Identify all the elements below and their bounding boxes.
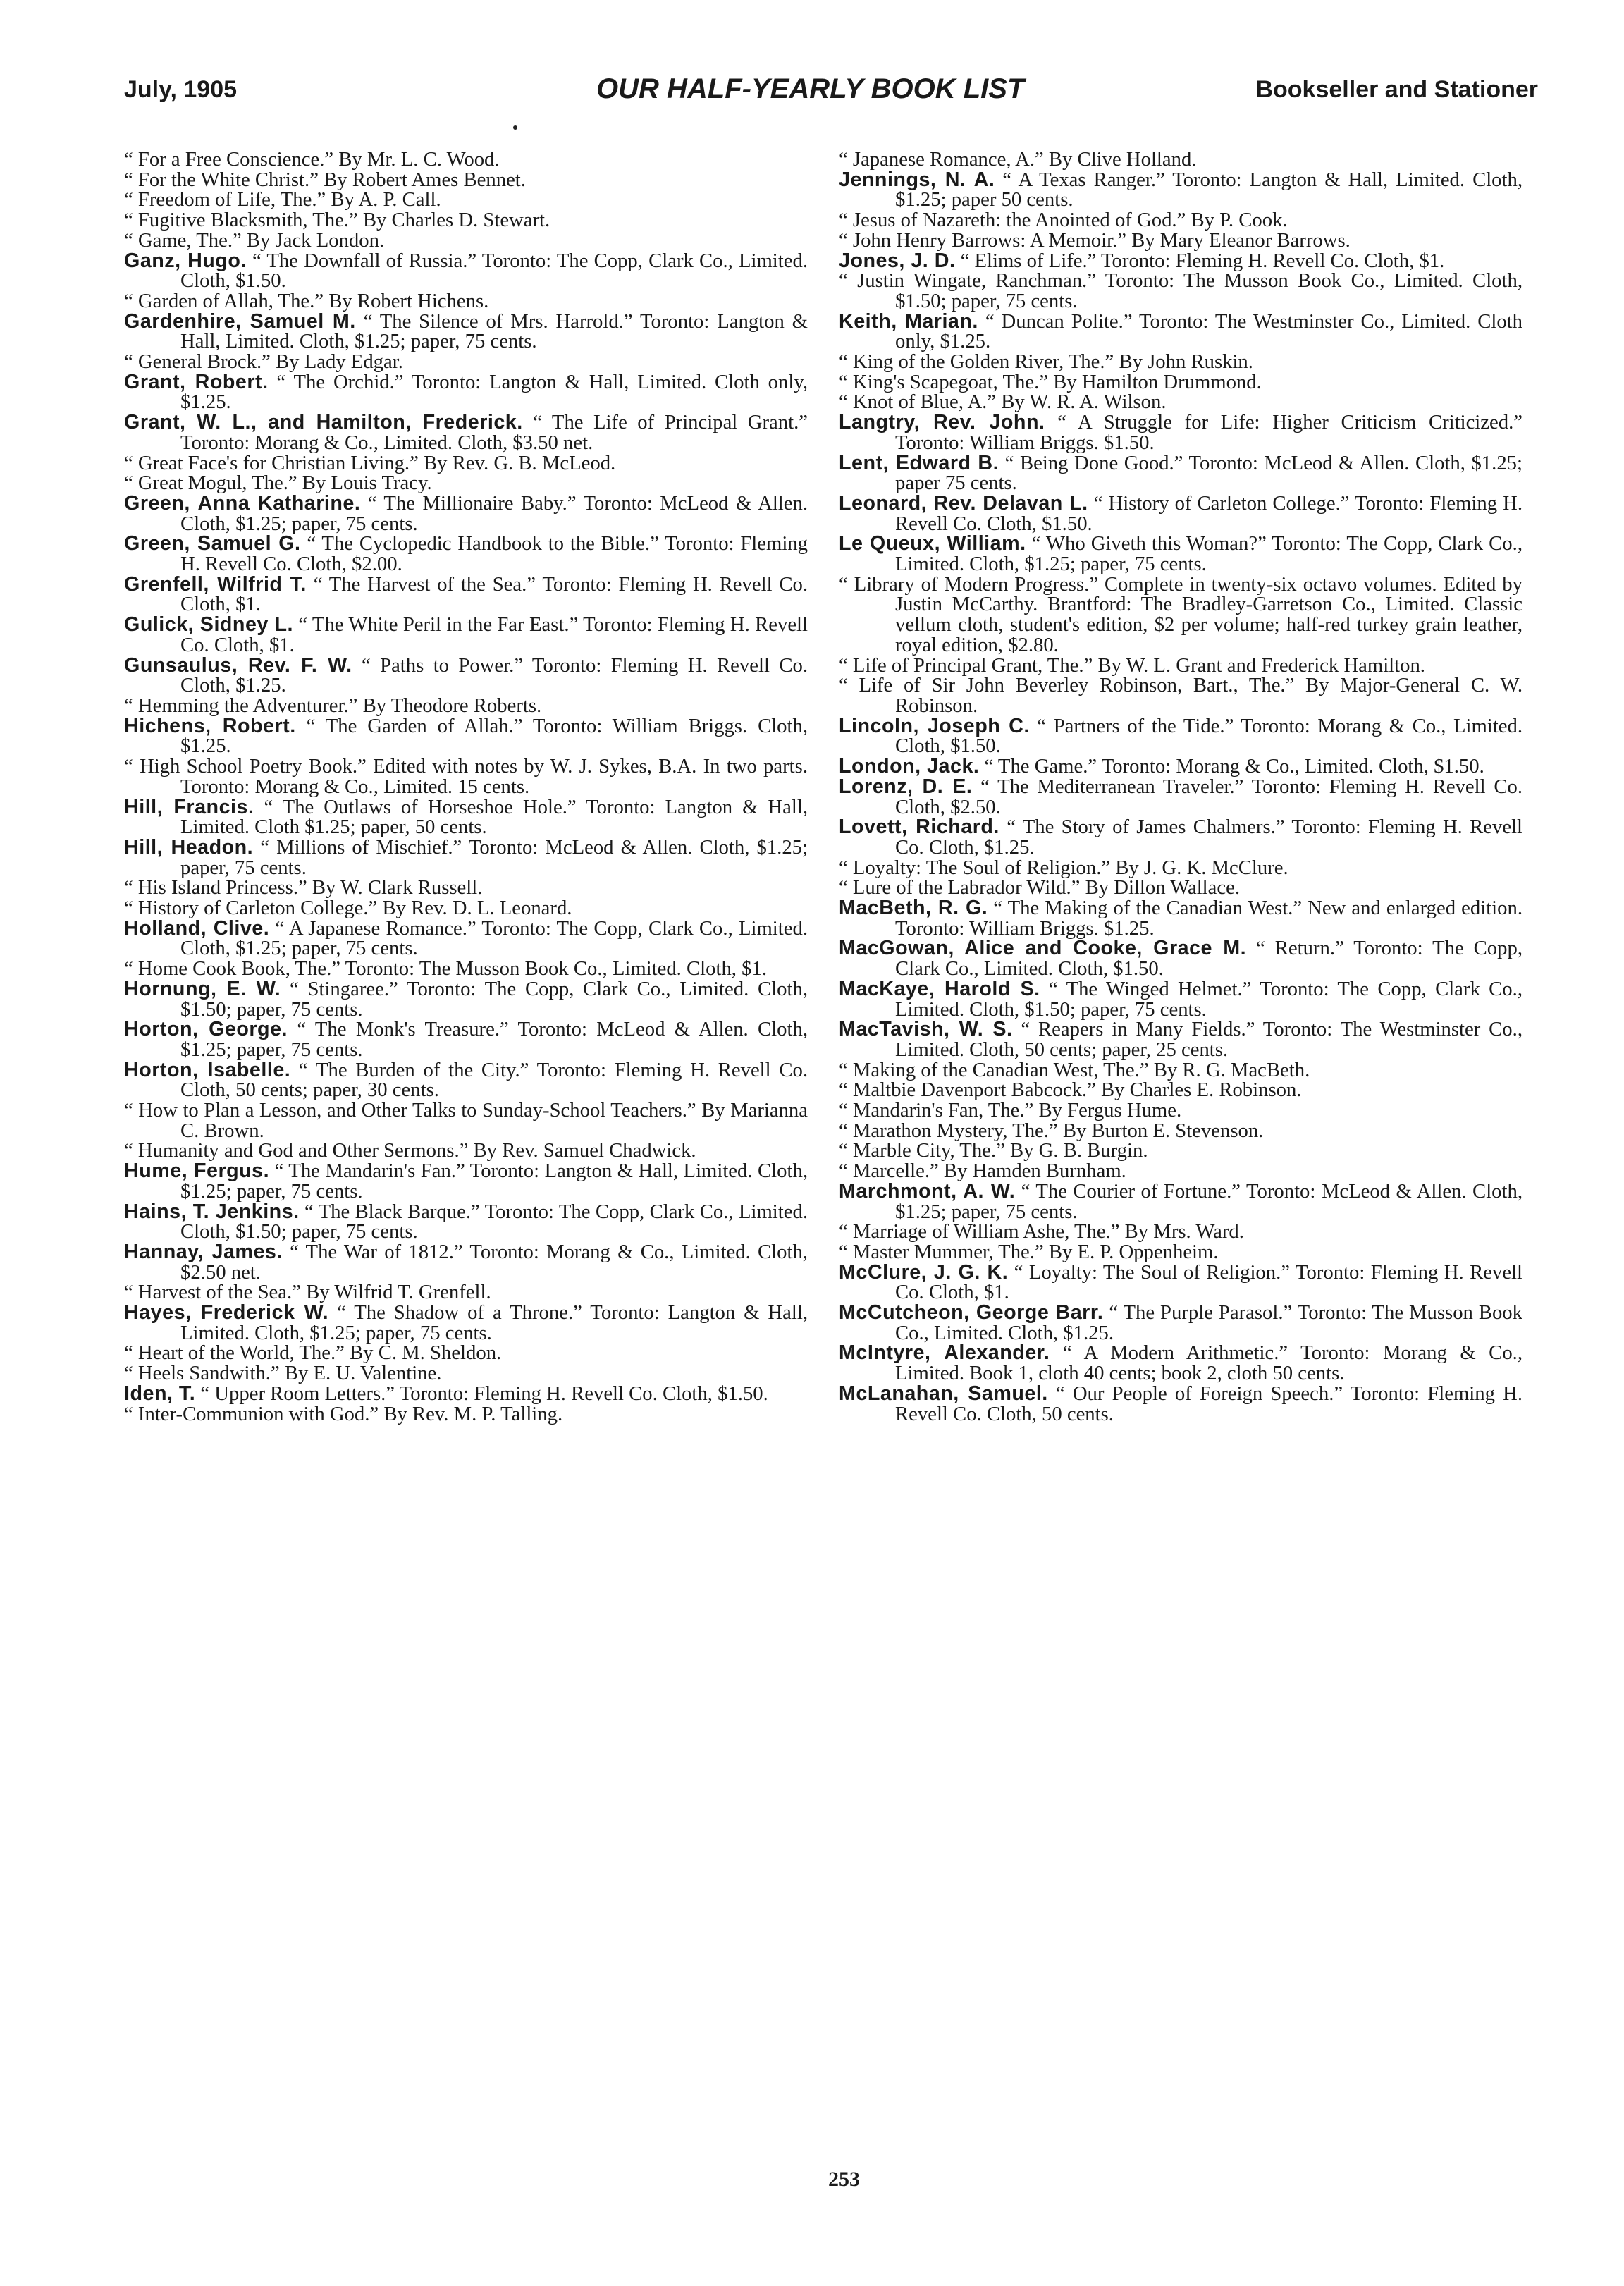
entry-text: “ Inter-Communion with God.” By Rev. M. P. Talling.: [124, 1402, 563, 1425]
author-name: Iden, T.: [124, 1382, 196, 1405]
book-entry: [839, 653, 1522, 677]
author-name: MacBeth, R. G.: [839, 897, 988, 920]
book-entry: [124, 615, 808, 655]
entry-text: “ Marble City, The.” By G. B. Burgin.: [839, 1139, 1148, 1162]
entry-text: “ Hemming the Adventurer.” By Theodore Roberts.: [124, 694, 542, 717]
book-entry: [124, 1019, 808, 1059]
book-entry: [839, 1222, 1522, 1242]
entry-text: “ Paths to Power.” Toronto: Fleming H. Revell Co. Cloth, $1.25.: [180, 653, 808, 697]
entry-text: “ The Mediterranean Traveler.” Toronto: Fleming H. Revell Co. Cloth, $2.50.: [895, 775, 1522, 818]
author-name: Horton, Isabelle.: [124, 1058, 291, 1081]
book-entry: [839, 756, 1522, 777]
entry-text: “ The Shadow of a Throne.” Toronto: Langton & Hall, Limited. Cloth, $1.25; paper, 75 cents.: [180, 1301, 808, 1344]
book-entry: [124, 696, 808, 716]
author-name: McCutcheon, George Barr.: [839, 1301, 1104, 1325]
book-entry: [124, 190, 808, 210]
entry-text: “ Knot of Blue, A.” By W. R. A. Wilson.: [839, 391, 1167, 414]
book-entry: [839, 392, 1522, 412]
book-entry: [124, 837, 808, 878]
author-name: Grenfell, Wilfrid T.: [124, 572, 307, 596]
author-name: Marchmont, A. W.: [839, 1179, 1016, 1203]
book-entry: [839, 1181, 1522, 1222]
entry-text: “ Great Face's for Christian Living.” By Rev. G. B. McLeod.: [124, 451, 616, 474]
entry-text: “ The Mandarin's Fan.” Toronto: Langton & Hall, Limited. Cloth, $1.25; paper, 75 cents.: [180, 1160, 808, 1203]
author-name: Ganz, Hugo.: [124, 249, 247, 272]
entry-text: “ The Life of Principal Grant.” Toronto: Morang & Co., Limited. Cloth, $3.50 net.: [180, 411, 808, 454]
book-entry: [124, 1060, 808, 1100]
book-entry: [124, 372, 808, 412]
author-name: Horton, George.: [124, 1018, 288, 1041]
entry-text: “ The Cyclopedic Handbook to the Bible.” Toronto: Fleming H. Revell Co. Cloth, $2.00.: [180, 532, 808, 576]
entry-text: “ History of Carleton College.” By Rev. D. L. Leonard.: [124, 897, 572, 920]
entry-text: “ The White Peril in the Far East.” Toronto: Fleming H. Revell Co. Cloth, $1.: [180, 613, 808, 656]
entry-text: “ Elims of Life.” Toronto: Fleming H. Revell Co. Cloth, $1.: [955, 249, 1445, 272]
entry-text: “ King of the Golden River, The.” By John Ruskin.: [839, 350, 1253, 374]
entry-text: “ The Winged Helmet.” Toronto: The Copp, Clark Co., Limited. Cloth, $1.50; paper, 75 cents.: [895, 977, 1522, 1021]
author-name: Holland, Clive.: [124, 916, 270, 940]
entry-text: “ Marathon Mystery, The.” By Burton E. Stevenson.: [839, 1119, 1264, 1142]
author-name: MacKaye, Harold S.: [839, 977, 1040, 1000]
author-name: Jennings, N. A.: [839, 168, 995, 191]
entry-text: “ Stingaree.” Toronto: The Copp, Clark Co., Limited. Cloth, $1.50; paper, 75 cents.: [180, 977, 808, 1021]
entry-text: “ For the White Christ.” By Robert Ames Bennet.: [124, 168, 526, 191]
book-entry: [839, 1343, 1522, 1383]
author-name: Hill, Headon.: [124, 835, 254, 859]
left-column: [124, 149, 808, 1424]
entry-text: “ Harvest of the Sea.” By Wilfrid T. Grenfell.: [124, 1281, 491, 1304]
author-name: Lent, Edward B.: [839, 451, 999, 474]
book-entry: [124, 170, 808, 190]
entry-text: “ Master Mummer, The.” By E. P. Oppenheim.: [839, 1240, 1219, 1263]
author-name: Keith, Marian.: [839, 309, 978, 333]
book-entry: [839, 1384, 1522, 1424]
author-name: Langtry, Rev. John.: [839, 411, 1045, 434]
book-entry: [124, 412, 808, 453]
author-name: Gunsaulus, Rev. F. W.: [124, 653, 352, 677]
book-entry: [124, 1343, 808, 1363]
entry-text: “ A Struggle for Life: Higher Criticism Criticized.” Toronto: William Briggs. $1.50.: [895, 411, 1522, 454]
entry-text: “ Game, The.” By Jack London.: [124, 228, 385, 252]
author-name: Lorenz, D. E.: [839, 775, 973, 798]
book-entry: [839, 453, 1522, 493]
entry-text: “ High School Poetry Book.” Edited with notes by W. J. Sykes, B.A. In two parts. Toronto: Morang & Co., Limited. 15 cents.: [124, 755, 808, 798]
page-number: 253: [828, 2168, 860, 2191]
entry-text: “ The Downfall of Russia.” Toronto: The Copp, Clark Co., Limited. Cloth, $1.50.: [180, 249, 808, 293]
book-entry: [839, 210, 1522, 231]
book-entry: [839, 1161, 1522, 1181]
book-entry: [124, 716, 808, 756]
book-entry: [839, 898, 1522, 938]
entry-text: “ Being Done Good.” Toronto: McLeod & Allen. Cloth, $1.25; paper 75 cents.: [895, 451, 1522, 495]
book-entry: [839, 1100, 1522, 1121]
entry-text: “ Life of Sir John Beverley Robinson, Bart., The.” By Major-General C. W. Robinson.: [839, 674, 1522, 717]
book-entry: [839, 979, 1522, 1019]
book-entry: [124, 149, 808, 170]
author-name: McIntyre, Alexander.: [839, 1341, 1050, 1365]
book-entry: [839, 372, 1522, 393]
entry-text: “ The Game.” Toronto: Morang & Co., Limited. Cloth, $1.50.: [979, 755, 1484, 778]
book-entry: [839, 149, 1522, 170]
entry-text: “ Heart of the World, The.” By C. M. Sheldon.: [124, 1341, 502, 1365]
author-name: Hume, Fergus.: [124, 1160, 270, 1183]
book-entry: [124, 979, 808, 1019]
author-name: Hayes, Frederick W.: [124, 1301, 329, 1325]
entry-text: “ Mandarin's Fan, The.” By Fergus Hume.: [839, 1099, 1182, 1122]
entry-text: “ Life of Principal Grant, The.” By W. L. Grant and Frederick Hamilton.: [839, 653, 1425, 677]
running-title: OUR HALF-YEARLY BOOK LIST: [596, 73, 1025, 104]
book-entry: [124, 1161, 808, 1201]
book-entry: [124, 574, 808, 615]
entry-text: “ Upper Room Letters.” Toronto: Fleming H. Revell Co. Cloth, $1.50.: [195, 1382, 768, 1405]
book-entry: [124, 797, 808, 837]
book-entry: [839, 228, 1522, 252]
book-entry: [839, 817, 1522, 857]
entry-text: “ Marcelle.” By Hamden Burnham.: [839, 1160, 1126, 1183]
book-entry: [839, 309, 1522, 353]
entry-text: “ John Henry Barrows: A Memoir.” By Mary Eleanor Barrows.: [839, 228, 1351, 252]
section-title: Bookseller and Stationer: [1255, 76, 1538, 103]
book-entry: [839, 352, 1522, 372]
page-header: [124, 73, 1538, 116]
entry-text: “ The Harvest of the Sea.” Toronto: Fleming H. Revell Co. Cloth, $1.: [180, 572, 808, 616]
book-entry: [124, 352, 808, 372]
book-entry: [124, 453, 808, 474]
book-entry: [839, 251, 1522, 271]
author-name: McLanahan, Samuel.: [839, 1382, 1048, 1405]
print-speck: [513, 125, 517, 130]
book-entry: [839, 1303, 1522, 1343]
author-name: Gulick, Sidney L.: [124, 613, 294, 637]
author-name: Grant, Robert.: [124, 370, 269, 393]
book-entry: [124, 756, 808, 797]
book-entry: [124, 309, 808, 353]
book-entry: [839, 858, 1522, 878]
author-name: Hains, T. Jenkins.: [124, 1200, 300, 1223]
author-name: Le Queux, William.: [839, 532, 1026, 555]
author-name: Green, Anna Katharine.: [124, 491, 361, 515]
entry-text: “ Making of the Canadian West, The.” By R. G. MacBeth.: [839, 1058, 1310, 1081]
entry-text: “ A Modern Arithmetic.” Toronto: Morang & Co., Limited. Book 1, cloth 40 cents; book 2, cloth 50 cents.: [895, 1341, 1523, 1385]
entry-text: “ Justin Wingate, Ranchman.” Toronto: The Musson Book Co., Limited. Cloth, $1.50; paper, 75 cents.: [839, 269, 1522, 312]
entry-text: “ Our People of Foreign Speech.” Toronto: Fleming H. Revell Co. Cloth, 50 cents.: [895, 1382, 1522, 1425]
entry-text: “ The Story of James Chalmers.” Toronto: Fleming H. Revell Co. Cloth, $1.25.: [895, 816, 1523, 859]
author-name: Gardenhire, Samuel M.: [124, 309, 356, 333]
entry-text: “ His Island Princess.” By W. Clark Russell.: [124, 876, 483, 899]
entry-text: “ Reapers in Many Fields.” Toronto: The Westminster Co., Limited. Cloth, 50 cents; paper, 25 cents.: [895, 1018, 1522, 1061]
book-entry: [124, 1242, 808, 1282]
book-entry: [839, 534, 1522, 574]
book-entry: [839, 412, 1522, 453]
book-entry: [124, 1100, 808, 1141]
entry-text: “ The Courier of Fortune.” Toronto: McLeod & Allen. Cloth, $1.25; paper, 75 cents.: [895, 1179, 1522, 1223]
entry-text: “ King's Scapegoat, The.” By Hamilton Drummond.: [839, 370, 1262, 393]
book-entry: [124, 1141, 808, 1161]
entry-text: “ The Silence of Mrs. Harrold.” Toronto: Langton & Hall, Limited. Cloth, $1.25; paper, 75 cents.: [180, 309, 808, 353]
entry-text: “ Jesus of Nazareth: the Anointed of God.” By P. Cook.: [839, 209, 1288, 232]
book-entry: [124, 493, 808, 534]
author-name: Hichens, Robert.: [124, 714, 296, 737]
entry-text: “ Freedom of Life, The.” By A. P. Call.: [124, 188, 441, 211]
book-entry: [124, 653, 808, 697]
entry-text: “ Home Cook Book, The.” Toronto: The Musson Book Co., Limited. Cloth, $1.: [124, 957, 767, 981]
book-entry: [839, 1141, 1522, 1161]
entry-text: “ History of Carleton College.” Toronto: Fleming H. Revell Co. Cloth, $1.50.: [895, 491, 1522, 535]
entry-text: “ Library of Modern Progress.” Complete in twenty-six octavo volumes. Edited by Justin McCarthy. Brantford: The Bradley-Garretson Co., Limited. Classic vellum cloth, student's edition, $2 per volume; half-red turkey grain leather, royal edition, $2.80.: [839, 572, 1522, 656]
entry-text: “ A Japanese Romance.” Toronto: The Copp, Clark Co., Limited. Cloth, $1.25; paper, 75 cents.: [180, 916, 808, 960]
author-name: Grant, W. L., and Hamilton, Frederick.: [124, 411, 523, 434]
entry-text: “ Partners of the Tide.” Toronto: Morang & Co., Limited. Cloth, $1.50.: [895, 714, 1522, 758]
book-entry: [839, 675, 1522, 715]
book-entry: [839, 574, 1522, 656]
entry-text: “ The Garden of Allah.” Toronto: William Briggs. Cloth, $1.25.: [180, 714, 808, 758]
book-entry: [839, 878, 1522, 898]
entry-text: “ Humanity and God and Other Sermons.” By Rev. Samuel Chadwick.: [124, 1139, 696, 1162]
book-entry: [839, 777, 1522, 817]
book-entry: [839, 1080, 1522, 1100]
entry-text: “ Heels Sandwith.” By E. U. Valentine.: [124, 1362, 442, 1385]
book-entry: [839, 716, 1522, 756]
author-name: Leonard, Rev. Delavan L.: [839, 491, 1088, 515]
book-entry: [839, 170, 1522, 210]
author-name: Jones, J. D.: [839, 249, 956, 272]
entry-text: “ Great Mogul, The.” By Louis Tracy.: [124, 472, 432, 495]
book-entry: [124, 1202, 808, 1242]
book-entry: [839, 1019, 1522, 1059]
book-entry: [839, 1121, 1522, 1141]
book-entry: [124, 534, 808, 574]
issue-date: July, 1905: [124, 76, 238, 103]
entry-text: “ Who Giveth this Woman?” Toronto: The Copp, Clark Co., Limited. Cloth, $1.25; paper, 75 cents.: [895, 532, 1522, 576]
author-name: MacGowan, Alice and Cooke, Grace M.: [839, 937, 1247, 960]
entry-text: “ For a Free Conscience.” By Mr. L. C. Wood.: [124, 148, 500, 171]
entry-text: “ The Burden of the City.” Toronto: Fleming H. Revell Co. Cloth, 50 cents; paper, 30 cents.: [180, 1058, 808, 1102]
author-name: Hill, Francis.: [124, 795, 254, 818]
right-column: [839, 149, 1522, 1424]
book-entry: [839, 937, 1522, 981]
entry-text: “ How to Plan a Lesson, and Other Talks to Sunday-School Teachers.” By Marianna C. Brown.: [124, 1099, 808, 1142]
book-entry: [839, 271, 1522, 311]
author-name: Hannay, James.: [124, 1240, 283, 1263]
entry-text: “ The Purple Parasol.” Toronto: The Musson Book Co., Limited. Cloth, $1.25.: [895, 1301, 1522, 1344]
entry-text: “ The War of 1812.” Toronto: Morang & Co., Limited. Cloth, $2.50 net.: [180, 1240, 808, 1284]
book-entry: [124, 959, 808, 979]
entry-text: “ The Black Barque.” Toronto: The Copp, Clark Co., Limited. Cloth, $1.50; paper, 75 cents.: [180, 1200, 808, 1243]
author-name: Green, Samuel G.: [124, 532, 301, 555]
book-entry: [124, 251, 808, 291]
entry-text: “ Marriage of William Ashe, The.” By Mrs. Ward.: [839, 1220, 1244, 1243]
entry-text: “ Lure of the Labrador Wild.” By Dillon Wallace.: [839, 876, 1241, 899]
book-entry: [124, 1404, 808, 1425]
entry-text: “ The Millionaire Baby.” Toronto: McLeod & Allen. Cloth, $1.25; paper, 75 cents.: [180, 491, 808, 535]
author-name: MacTavish, W. S.: [839, 1018, 1013, 1041]
book-entry: [124, 1303, 808, 1343]
author-name: Lovett, Richard.: [839, 816, 999, 839]
entry-text: “ The Outlaws of Horseshoe Hole.” Toronto: Langton & Hall, Limited. Cloth $1.25; paper, 50 cents.: [180, 795, 808, 839]
book-entry: [839, 493, 1522, 534]
book-entry: [124, 210, 808, 231]
author-name: Lincoln, Joseph C.: [839, 714, 1030, 737]
book-entry: [124, 228, 808, 252]
author-name: Hornung, E. W.: [124, 977, 281, 1000]
book-entry: [124, 918, 808, 959]
book-entry: [839, 1060, 1522, 1081]
book-entry: [124, 473, 808, 493]
entry-text: “ The Orchid.” Toronto: Langton & Hall, Limited. Cloth only, $1.25.: [180, 370, 808, 414]
entry-text: “ Maltbie Davenport Babcock.” By Charles E. Robinson.: [839, 1079, 1302, 1102]
book-entry: [124, 291, 808, 312]
entry-text: “ The Making of the Canadian West.” New and enlarged edition. Toronto: William Briggs. $1.25.: [895, 897, 1522, 940]
author-name: London, Jack.: [839, 755, 980, 778]
book-entry: [124, 1282, 808, 1303]
entry-text: “ General Brock.” By Lady Edgar.: [124, 350, 403, 374]
entry-text: “ Fugitive Blacksmith, The.” By Charles D. Stewart.: [124, 209, 550, 232]
book-entry: [124, 1384, 808, 1404]
entry-text: “ A Texas Ranger.” Toronto: Langton & Hall, Limited. Cloth, $1.25; paper 50 cents.: [895, 168, 1522, 211]
book-entry: [124, 878, 808, 898]
book-entry: [839, 1242, 1522, 1262]
book-entry: [839, 1262, 1522, 1303]
entry-text: “ Loyalty: The Soul of Religion.” By J. G. K. McClure.: [839, 856, 1288, 879]
entry-text: “ Millions of Mischief.” Toronto: McLeod & Allen. Cloth, $1.25; paper, 75 cents.: [180, 835, 808, 879]
book-entry: [124, 898, 808, 918]
entry-text: “ The Monk's Treasure.” Toronto: McLeod & Allen. Cloth, $1.25; paper, 75 cents.: [180, 1018, 808, 1061]
author-name: McClure, J. G. K.: [839, 1260, 1009, 1284]
entry-text: “ Return.” Toronto: The Copp, Clark Co., Limited. Cloth, $1.50.: [895, 937, 1522, 981]
book-entry: [124, 1363, 808, 1384]
entry-text: “ Garden of Allah, The.” By Robert Hichens.: [124, 289, 489, 312]
entry-text: “ Japanese Romance, A.” By Clive Holland.: [839, 148, 1197, 171]
entry-text: “ Duncan Polite.” Toronto: The Westminster Co., Limited. Cloth only, $1.25.: [895, 309, 1522, 353]
entry-text: “ Loyalty: The Soul of Religion.” Toronto: Fleming H. Revell Co. Cloth, $1.: [895, 1260, 1522, 1304]
